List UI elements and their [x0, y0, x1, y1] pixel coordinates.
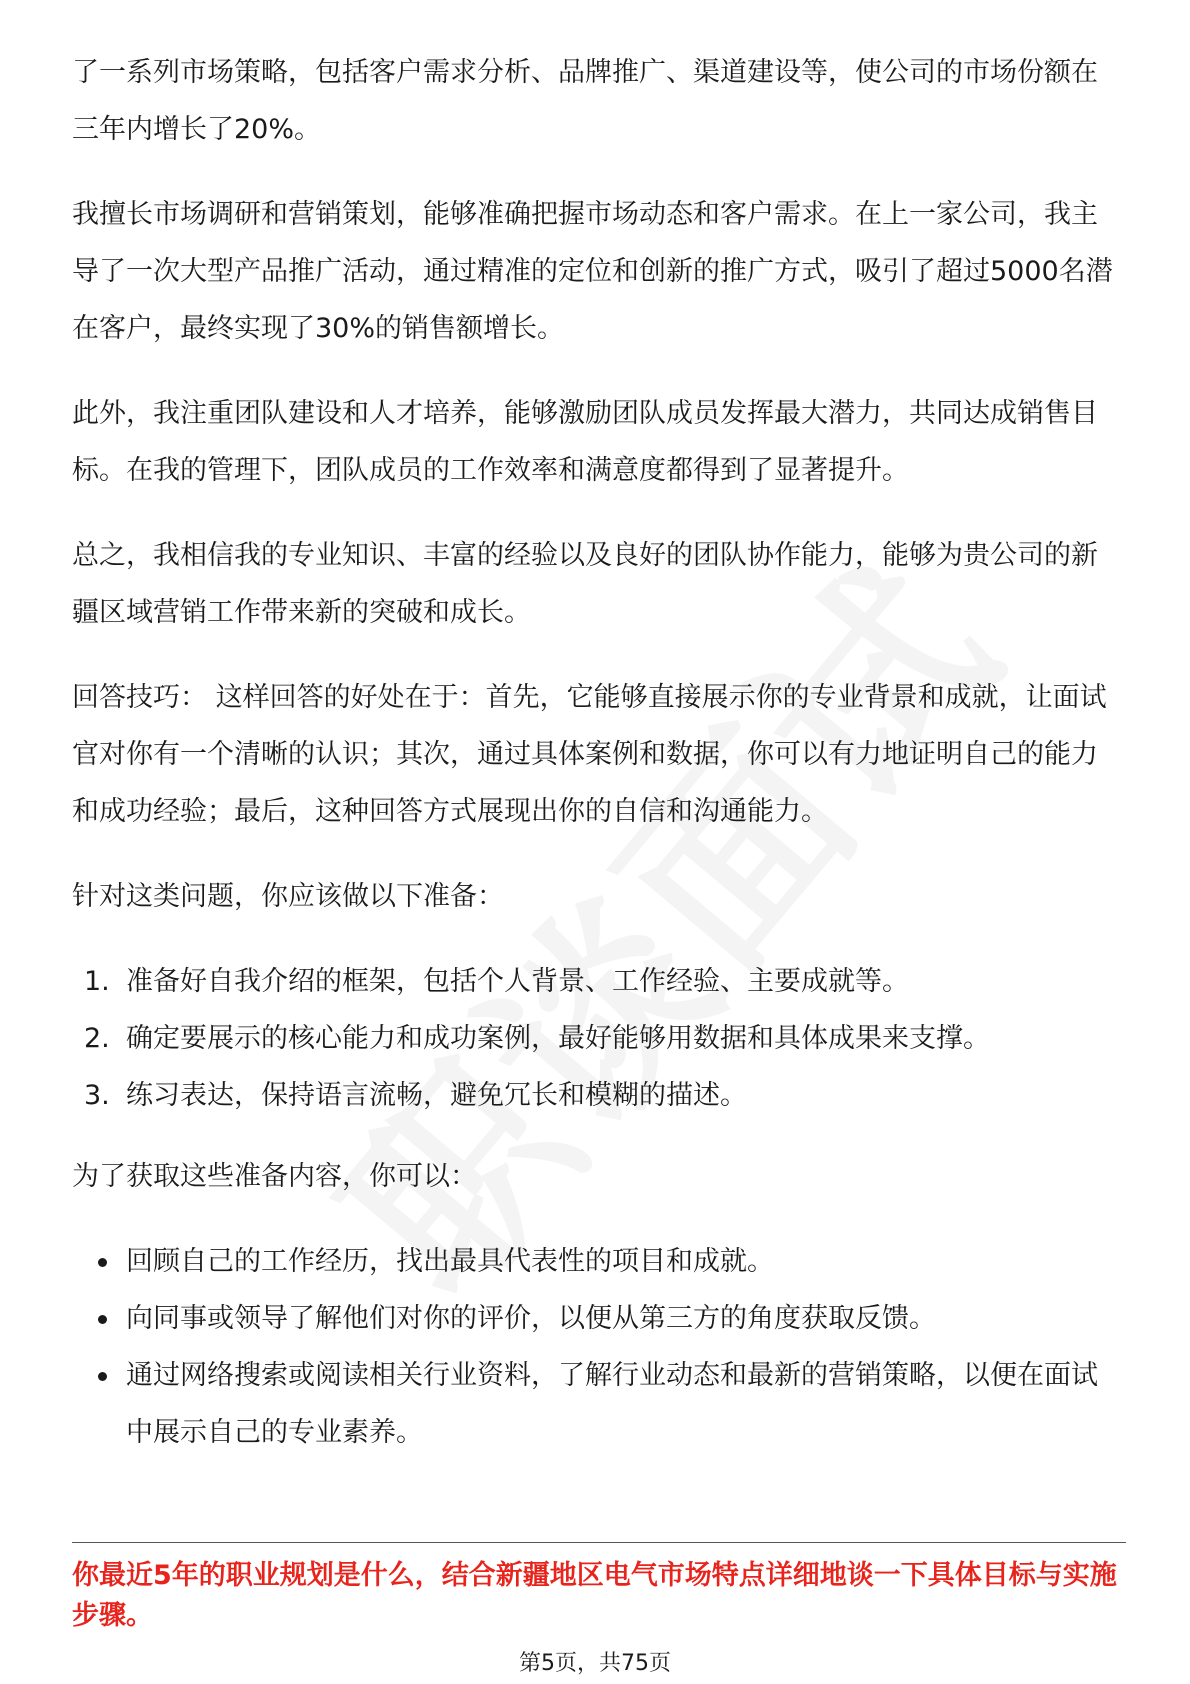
list-number: 3.	[84, 1080, 110, 1111]
sources-list	[72, 1233, 1122, 1461]
section-divider	[72, 1542, 1126, 1543]
preparation-list	[72, 953, 1122, 1124]
document-body	[72, 44, 1122, 1485]
bullet-icon	[98, 1315, 107, 1324]
list-item	[72, 953, 1122, 1010]
paragraph-prep-intro: 为了获取这些准备内容，你可以：	[72, 1161, 477, 1192]
list-item	[72, 1010, 1122, 1067]
page-number: 第5页，共75页	[519, 1651, 671, 1676]
list-number: 2.	[84, 1023, 110, 1054]
list-number: 1.	[84, 966, 110, 997]
list-item-text: 准备好自我介绍的框架，包括个人背景、工作经验、主要成就等。	[126, 966, 909, 997]
list-item-text: 向同事或领导了解他们对你的评价，以便从第三方的角度获取反馈。	[126, 1303, 936, 1334]
list-item	[72, 1290, 1122, 1347]
list-item-text: 通过网络搜索或阅读相关行业资料，了解行业动态和最新的营销策略，以便在面试中展示自己的专业素养。	[126, 1360, 1098, 1448]
list-item	[72, 1347, 1122, 1461]
paragraph-answer-tips: 回答技巧： 这样回答的好处在于：首先，它能够直接展示你的专业背景和成就，让面试官对你有一个清晰的认识；其次，通过具体案例和数据，你可以有力地证明自己的能力和成功经验；最后，这种回答方式展现出你的自信和沟通能力。	[72, 682, 1107, 827]
list-item-text: 回顾自己的工作经历，找出最具代表性的项目和成就。	[126, 1246, 774, 1277]
list-item	[72, 1067, 1122, 1124]
bullet-icon	[98, 1372, 107, 1381]
list-item-text: 练习表达，保持语言流畅，避免冗长和模糊的描述。	[126, 1080, 747, 1111]
list-item-text: 确定要展示的核心能力和成功案例，最好能够用数据和具体成果来支撑。	[126, 1023, 990, 1054]
next-question-heading: 你最近5年的职业规划是什么，结合新疆地区电气市场特点详细地谈一下具体目标与实施步骤。	[72, 1560, 1117, 1631]
bullet-icon	[98, 1258, 107, 1267]
paragraph-marketing-skills: 我擅长市场调研和营销策划，能够准确把握市场动态和客户需求。在上一家公司，我主导了一次大型产品推广活动，通过精准的定位和创新的推广方式，吸引了超过5000名潜在客户，最终实现了30%的销售额增长。	[72, 199, 1113, 344]
paragraph-summary: 总之，我相信我的专业知识、丰富的经验以及良好的团队协作能力，能够为贵公司的新疆区域营销工作带来新的突破和成长。	[72, 540, 1098, 628]
paragraph-market-share: 了一系列市场策略，包括客户需求分析、品牌推广、渠道建设等，使公司的市场份额在三年内增长了20%。	[72, 57, 1098, 145]
paragraph-team-building: 此外，我注重团队建设和人才培养，能够激励团队成员发挥最大潜力，共同达成销售目标。在我的管理下，团队成员的工作效率和满意度都得到了显著提升。	[72, 398, 1098, 486]
paragraph-prep-heading: 针对这类问题，你应该做以下准备：	[72, 881, 504, 912]
list-item	[72, 1233, 1122, 1290]
